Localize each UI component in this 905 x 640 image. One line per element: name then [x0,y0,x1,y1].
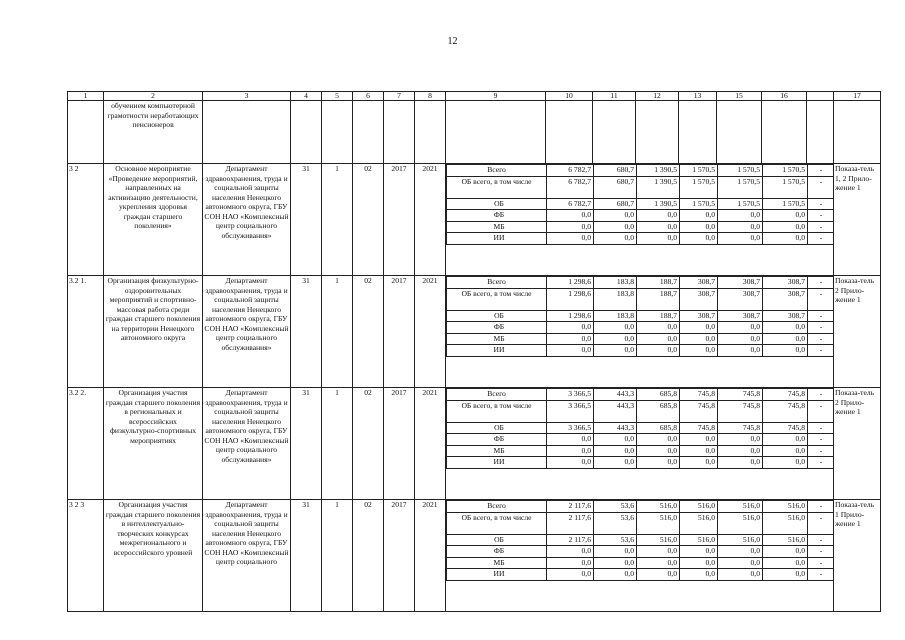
amount-cell: 745,8 [680,389,718,401]
amount-cell: 0,0 [718,233,763,245]
funding-source: ИИ [447,345,547,357]
header-cell: 4 [291,92,322,101]
amount-cell: 0,0 [763,233,808,245]
amount-cell: 685,8 [637,422,680,434]
amount-cell: 0,0 [763,210,808,222]
amount-cell: 443,3 [594,389,637,401]
amount-cell: 516,0 [637,512,680,534]
amount-cell: 0,0 [637,333,680,345]
dash-cell: - [808,277,834,289]
amount-cell: 0,0 [547,210,594,222]
start-year: 2017 [384,276,415,388]
header-cell: 2 [104,92,203,101]
amount-cell: 516,0 [718,512,763,534]
amount-cell: 188,7 [637,277,680,289]
amount-cell: 0,0 [637,434,680,446]
funding-source: ОБ всего, в том числе [447,176,547,198]
amount-cell: 1 298,6 [547,288,594,310]
dash-cell: - [808,210,834,222]
amount-cell: 188,7 [637,310,680,322]
amount-cell: 0,0 [680,569,718,581]
amount-cell: 0,0 [547,557,594,569]
program-table [67,91,881,612]
finance-row [447,165,834,177]
finance-row [447,277,834,289]
amount-cell: 680,7 [594,198,637,210]
amount-cell: 0,0 [637,322,680,334]
amount-cell: 3 366,5 [547,400,594,422]
end-year: 2021 [415,388,446,500]
program-row [68,388,881,500]
amount-cell: 0,0 [547,445,594,457]
amount-cell: 745,8 [680,400,718,422]
amount-cell: 183,8 [594,310,637,322]
finance-row [447,345,834,357]
dash-cell: - [808,534,834,546]
funding-source: ИИ [447,457,547,469]
amount-cell: 183,8 [594,277,637,289]
amount-cell: 1 570,5 [680,165,718,177]
amount-cell: 0,0 [637,210,680,222]
continuation-name: обучением компьютерной грамотности неработающих пенсионеров [104,101,203,164]
amount-cell: 745,8 [763,389,808,401]
amount-cell: 0,0 [547,322,594,334]
amount-cell: 1 298,6 [547,310,594,322]
amount-cell: 0,0 [763,322,808,334]
amount-cell: 0,0 [547,233,594,245]
amount-cell: 0,0 [718,345,763,357]
finance-row [447,288,834,310]
amount-cell: 2 117,6 [547,501,594,513]
dash-cell: - [808,569,834,581]
item-number: 3.2 1. [68,276,104,388]
amount-cell: 183,8 [594,288,637,310]
amount-cell: 516,0 [763,501,808,513]
amount-cell: 0,0 [637,546,680,558]
item-name: Основное мероприятие «Проведение мероприятий, направленных на активизацию деятельности, укрепления здоровья граждан старшего поколения» [104,164,203,276]
amount-cell: 0,0 [718,557,763,569]
dash-cell: - [808,345,834,357]
amount-cell: 0,0 [680,333,718,345]
executor: Департамент здравоохранения, труда и социальной защиты населения Ненецкого автономного округа, ГБУ СОН НАО «Комплексный центр социального обслуживания» [203,388,291,500]
header-cell: 15 [717,92,762,101]
item-number: 3 2 [68,164,104,276]
amount-cell: 0,0 [763,569,808,581]
header-cell: 6 [353,92,384,101]
amount-cell: 53,6 [594,512,637,534]
amount-cell: 745,8 [718,422,763,434]
amount-cell: 0,0 [680,210,718,222]
finance-row [447,501,834,513]
start-year: 2017 [384,500,415,612]
item-number: 3 2 3 [68,500,104,612]
amount-cell: 0,0 [547,546,594,558]
finance-row [447,422,834,434]
code-col-6: 02 [353,164,384,276]
amount-cell: 443,3 [594,422,637,434]
dash-cell: - [808,501,834,513]
amount-cell: 1 390,5 [637,165,680,177]
finance-block [446,388,834,500]
amount-cell: 1 390,5 [637,176,680,198]
amount-cell: 745,8 [763,400,808,422]
funding-source: Всего [447,277,547,289]
amount-cell: 308,7 [763,310,808,322]
amount-cell: 516,0 [718,501,763,513]
amount-cell: 685,8 [637,400,680,422]
header-cell: 8 [415,92,446,101]
dash-cell: - [808,198,834,210]
indicator-note: Показа-тель 1 Прило-жение 1 [834,500,881,612]
amount-cell: 0,0 [594,333,637,345]
indicator-note: Показа-тель 2 Прило-жение 1 [834,388,881,500]
dash-cell: - [808,400,834,422]
amount-cell: 0,0 [680,233,718,245]
finance-row [447,210,834,222]
executor: Департамент здравоохранения, труда и социальной защиты населения Ненецкого автономного округа, ГБУ СОН НАО «Комплексный центр социального обслуживания» [203,164,291,276]
amount-cell: 0,0 [594,546,637,558]
finance-row [447,221,834,233]
dash-cell: - [808,422,834,434]
finance-row [447,569,834,581]
amount-cell: 308,7 [763,288,808,310]
dash-cell: - [808,176,834,198]
amount-cell: 53,6 [594,534,637,546]
finance-block [446,276,834,388]
amount-cell: 0,0 [547,221,594,233]
amount-cell: 308,7 [680,310,718,322]
funding-source: ОБ [447,310,547,322]
amount-cell: 1 390,5 [637,198,680,210]
code-col-5: 1 [322,388,353,500]
amount-cell: 0,0 [763,333,808,345]
amount-cell: 0,0 [718,546,763,558]
header-cell: 12 [636,92,679,101]
amount-cell: 1 570,5 [718,165,763,177]
finance-row [447,445,834,457]
amount-cell: 0,0 [594,345,637,357]
amount-cell: 0,0 [594,233,637,245]
dash-cell: - [808,512,834,534]
dash-cell: - [808,557,834,569]
amount-cell: 1 570,5 [718,176,763,198]
amount-cell: 1 570,5 [680,176,718,198]
amount-cell: 745,8 [763,422,808,434]
code-col-4: 31 [291,500,322,612]
dash-cell: - [808,310,834,322]
amount-cell: 0,0 [547,345,594,357]
amount-cell: 0,0 [637,457,680,469]
funding-source: ОБ [447,534,547,546]
dash-cell: - [808,434,834,446]
finance-row [447,400,834,422]
amount-cell: 308,7 [680,288,718,310]
amount-cell: 0,0 [637,345,680,357]
funding-source: ФБ [447,434,547,446]
amount-cell: 0,0 [763,221,808,233]
amount-cell: 0,0 [763,445,808,457]
amount-cell: 0,0 [718,457,763,469]
page-number: 12 [447,36,458,47]
dash-cell: - [808,288,834,310]
amount-cell: 0,0 [680,457,718,469]
amount-cell: 0,0 [547,569,594,581]
amount-cell: 685,8 [637,389,680,401]
amount-cell: 0,0 [637,445,680,457]
header-cell: 13 [679,92,717,101]
amount-cell: 308,7 [680,277,718,289]
amount-cell: 516,0 [637,534,680,546]
finance-block [446,164,834,276]
amount-cell: 0,0 [637,221,680,233]
header-cell: 16 [762,92,807,101]
amount-cell: 516,0 [680,512,718,534]
amount-cell: 0,0 [637,557,680,569]
executor: Департамент здравоохранения, труда и социальной защиты населения Ненецкого автономного округа, ГБУ СОН НАО «Комплексный центр социального [203,500,291,612]
amount-cell: 0,0 [637,233,680,245]
funding-source: ОБ всего, в том числе [447,512,547,534]
header-cell: 9 [446,92,546,101]
amount-cell: 0,0 [718,569,763,581]
finance-row [447,457,834,469]
dash-cell: - [808,322,834,334]
finance-row [447,557,834,569]
code-col-4: 31 [291,276,322,388]
start-year: 2017 [384,388,415,500]
end-year: 2021 [415,500,446,612]
amount-cell: 0,0 [594,557,637,569]
amount-cell: 680,7 [594,176,637,198]
finance-row [447,434,834,446]
funding-source: МБ [447,221,547,233]
amount-cell: 53,6 [594,501,637,513]
amount-cell: 1 298,6 [547,277,594,289]
amount-cell: 0,0 [547,457,594,469]
dash-cell: - [808,165,834,177]
program-row [68,164,881,276]
end-year: 2021 [415,164,446,276]
amount-cell: 0,0 [547,434,594,446]
continuation-row [68,101,881,164]
amount-cell: 0,0 [718,434,763,446]
amount-cell: 0,0 [718,445,763,457]
header-cell: 3 [203,92,291,101]
amount-cell: 516,0 [718,534,763,546]
funding-source: МБ [447,445,547,457]
code-col-5: 1 [322,276,353,388]
finance-row [447,333,834,345]
amount-cell: 308,7 [718,310,763,322]
finance-row [447,512,834,534]
code-col-4: 31 [291,388,322,500]
amount-cell: 308,7 [718,288,763,310]
end-year: 2021 [415,276,446,388]
amount-cell: 1 570,5 [718,198,763,210]
dash-cell: - [808,233,834,245]
amount-cell: 0,0 [594,569,637,581]
amount-cell: 308,7 [718,277,763,289]
header-cell: 7 [384,92,415,101]
code-col-5: 1 [322,164,353,276]
finance-row [447,310,834,322]
dash-cell: - [808,445,834,457]
code-col-6: 02 [353,276,384,388]
funding-source: ФБ [447,210,547,222]
amount-cell: 1 570,5 [680,198,718,210]
amount-cell: 0,0 [680,345,718,357]
executor: Департамент здравоохранения, труда и социальной защиты населения Ненецкого автономного округа, ГБУ СОН НАО «Комплексный центр социального обслуживания» [203,276,291,388]
amount-cell: 0,0 [680,557,718,569]
finance-row [447,546,834,558]
item-name: Организация физкультурно-оздоровительных мероприятий и спортивно-массовая работа среди граждан старшего поколения на территории Ненецкого автономного округа [104,276,203,388]
amount-cell: 0,0 [594,322,637,334]
amount-cell: 0,0 [547,333,594,345]
amount-cell: 1 570,5 [763,198,808,210]
funding-source: ФБ [447,546,547,558]
dash-cell: - [808,221,834,233]
amount-cell: 516,0 [763,512,808,534]
finance-row [447,198,834,210]
amount-cell: 308,7 [763,277,808,289]
amount-cell: 0,0 [637,569,680,581]
item-number: 3.2 2. [68,388,104,500]
header-cell: 1 [68,92,104,101]
amount-cell: 1 570,5 [763,176,808,198]
funding-source: ИИ [447,569,547,581]
amount-cell: 0,0 [680,322,718,334]
header-cell: 11 [593,92,636,101]
code-col-6: 02 [353,500,384,612]
finance-block [446,500,834,612]
amount-cell: 680,7 [594,165,637,177]
amount-cell: 745,8 [680,422,718,434]
item-name: Организация участия граждан старшего поколения в региональных и всероссийских физкультурно-спортивных мероприятиях [104,388,203,500]
code-col-4: 31 [291,164,322,276]
amount-cell: 0,0 [763,546,808,558]
amount-cell: 6 782,7 [547,165,594,177]
amount-cell: 3 366,5 [547,389,594,401]
dash-cell: - [808,546,834,558]
amount-cell: 0,0 [763,557,808,569]
finance-row [447,233,834,245]
funding-source: ИИ [447,233,547,245]
item-name: Организация участия граждан старшего поколения в интеллектуально-творческих конкурсах межрегионального и всероссийского уровней [104,500,203,612]
indicator-note: Показа-тель 1, 2 Прило-жение 1 [834,164,881,276]
amount-cell: 188,7 [637,288,680,310]
header-cell: 5 [322,92,353,101]
amount-cell: 6 782,7 [547,176,594,198]
header-cell: 17 [834,92,881,101]
finance-row [447,534,834,546]
amount-cell: 745,8 [718,400,763,422]
funding-source: Всего [447,501,547,513]
header-cell [807,92,834,101]
amount-cell: 2 117,6 [547,534,594,546]
amount-cell: 0,0 [594,445,637,457]
header-cell: 10 [546,92,593,101]
amount-cell: 0,0 [594,457,637,469]
code-col-6: 02 [353,388,384,500]
amount-cell: 0,0 [763,345,808,357]
amount-cell: 0,0 [594,221,637,233]
funding-source: МБ [447,557,547,569]
code-col-5: 1 [322,500,353,612]
start-year: 2017 [384,164,415,276]
funding-source: ОБ [447,198,547,210]
header-row [68,92,881,101]
funding-source: Всего [447,165,547,177]
amount-cell: 2 117,6 [547,512,594,534]
indicator-note: Показа-тель 2 Прило-жение 1 [834,276,881,388]
amount-cell: 0,0 [680,445,718,457]
amount-cell: 0,0 [680,221,718,233]
dash-cell: - [808,457,834,469]
dash-cell: - [808,333,834,345]
amount-cell: 0,0 [680,434,718,446]
funding-source: ОБ всего, в том числе [447,400,547,422]
amount-cell: 516,0 [763,534,808,546]
finance-row [447,176,834,198]
amount-cell: 0,0 [763,457,808,469]
finance-row [447,322,834,334]
amount-cell: 443,3 [594,400,637,422]
amount-cell: 0,0 [718,333,763,345]
amount-cell: 1 570,5 [763,165,808,177]
amount-cell: 0,0 [718,210,763,222]
funding-source: ОБ [447,422,547,434]
amount-cell: 516,0 [680,501,718,513]
program-row [68,500,881,612]
funding-source: Всего [447,389,547,401]
amount-cell: 0,0 [718,322,763,334]
amount-cell: 0,0 [594,434,637,446]
program-row [68,276,881,388]
amount-cell: 745,8 [718,389,763,401]
amount-cell: 0,0 [718,221,763,233]
amount-cell: 0,0 [680,546,718,558]
funding-source: МБ [447,333,547,345]
amount-cell: 6 782,7 [547,198,594,210]
amount-cell: 516,0 [637,501,680,513]
amount-cell: 3 366,5 [547,422,594,434]
amount-cell: 0,0 [763,434,808,446]
finance-row [447,389,834,401]
dash-cell: - [808,389,834,401]
funding-source: ОБ всего, в том числе [447,288,547,310]
amount-cell: 516,0 [680,534,718,546]
amount-cell: 0,0 [594,210,637,222]
funding-source: ФБ [447,322,547,334]
